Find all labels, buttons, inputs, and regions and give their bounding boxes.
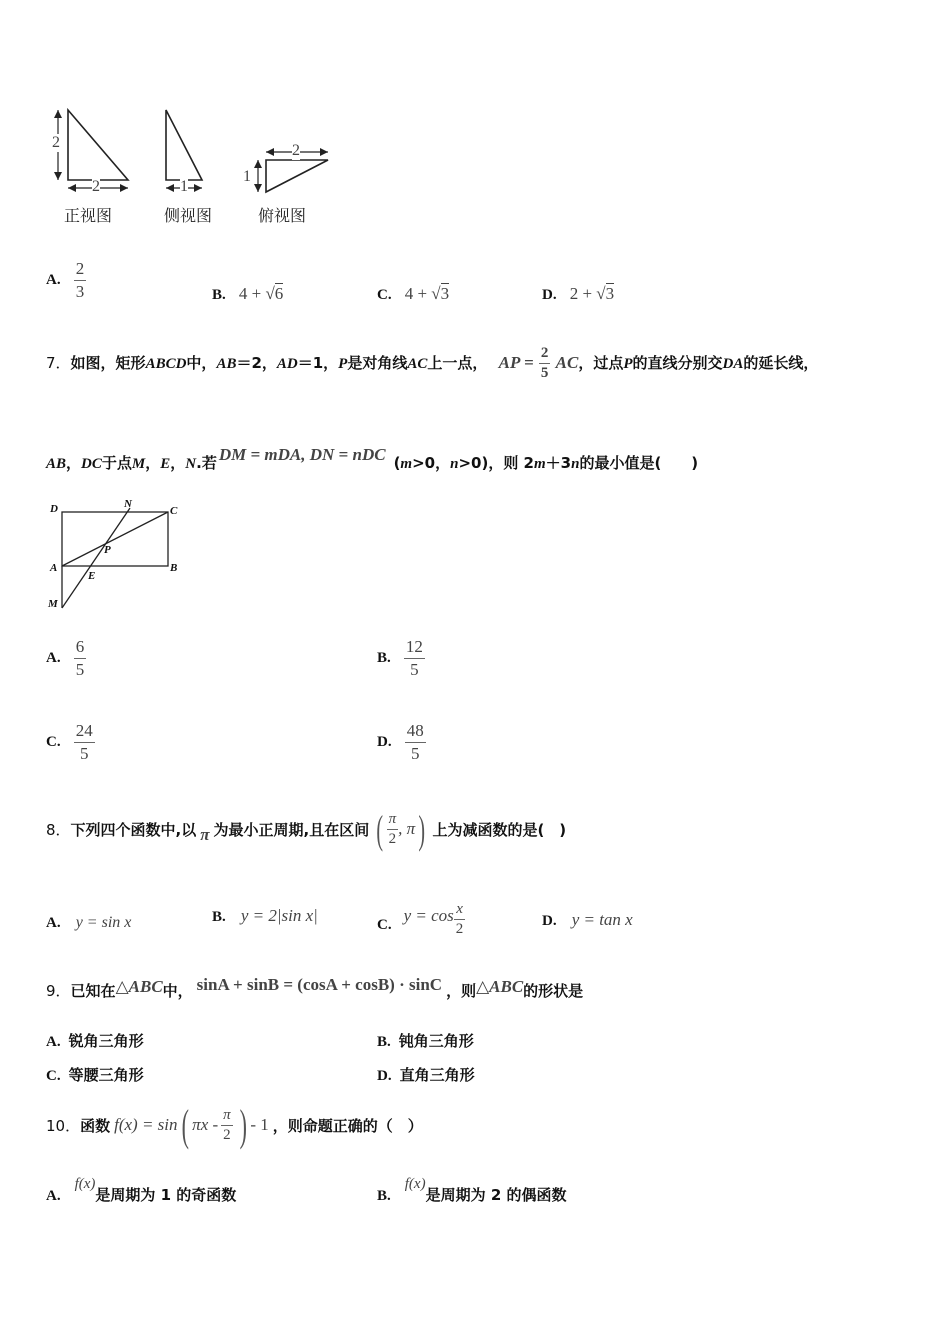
top-height-label: 1 [243,168,251,185]
fraction: $\frac{6}{5}$ [75,637,85,679]
triangle-abc: △ABC [115,977,163,996]
option-label: D. [542,913,557,929]
function-formula: f(x) = sin ( πx - $\frac{\pi}{2}$ ) - 1 [114,1100,269,1150]
rectangle-diagram [44,500,194,614]
text: DA [722,356,744,372]
option-formula: y = sin x [75,914,132,931]
text: 函数 [80,1116,111,1135]
option-label: A. [46,272,61,288]
text: ， [145,454,161,472]
fraction: $\frac{2}{3}$ [75,259,85,301]
q9-option-b[interactable] [377,1030,474,1051]
q8-option-d[interactable] [542,910,633,930]
fraction: $\frac{48}{5}$ [406,721,424,763]
text: AD [276,356,298,372]
text: 是对角线 [347,354,408,372]
text: ，则命题正确的（ ） [272,1116,423,1135]
text: ＝1， [297,354,339,372]
q7-option-d[interactable] [377,720,426,765]
text: 的形状是 [523,982,584,1000]
text: 中， [186,354,217,372]
option-label: B. [212,909,226,925]
q7-option-c[interactable] [46,720,95,765]
option-label: A. [46,915,61,931]
front-height-label: 2 [52,134,60,151]
text: ( [393,454,401,472]
text: 为最小正周期,且在区间 [213,820,370,839]
question-number: 10． [46,1116,81,1135]
option-text: 4 + [238,284,266,303]
text: n [571,456,580,472]
text: n [450,456,459,472]
option-label: C. [46,1068,61,1084]
text: 上一点， [427,354,488,372]
interval-formula: ( $\frac{\pi}{2}$ , π ) [376,806,426,852]
option-label: D. [542,287,557,303]
top-width-label: 2 [292,142,300,159]
q6-option-d[interactable] [542,284,614,304]
text: 已知在 [70,982,116,1000]
q9-option-d[interactable] [377,1064,475,1085]
text: m [533,456,546,472]
option-formula: y = cos [403,905,454,925]
option-text: 2 + [569,284,597,303]
option-label: D. [377,1068,392,1084]
text: >0， [412,454,451,472]
option-formula: y = 2|sin x| [240,906,318,925]
q8-option-a[interactable] [46,912,131,932]
q7-line1 [46,344,818,383]
option-label: D. [377,734,392,750]
text: P [338,356,348,372]
text: AB [216,356,237,372]
ap-formula: AP = $\frac{2}{5}$ AC [498,345,579,381]
text: P [623,356,633,372]
q8-option-c[interactable] [377,892,465,939]
option-formula: y = tan x [571,910,633,929]
option-label: B. [377,1188,391,1204]
q6-option-a[interactable] [46,258,86,303]
side-view-caption: 侧视图 [164,206,213,225]
text: 如图，矩形 [70,354,146,372]
text: ABCD [145,356,187,372]
sqrt-icon: √ [431,284,441,303]
point-a-label: A [50,562,58,574]
top-view-caption: 俯视图 [258,206,307,225]
front-width-label: 2 [92,178,100,195]
fraction: $\frac{x}{2}$ [455,901,464,937]
option-text: 钝角三角形 [398,1032,474,1050]
point-n-label: N [124,498,132,510]
q10-option-b[interactable] [377,1176,567,1205]
q9-option-a[interactable] [46,1030,144,1051]
point-p-label: P [104,544,111,556]
text: >0)，则 2 [458,454,534,472]
option-text: 直角三角形 [399,1066,475,1084]
point-b-label: B [170,562,178,574]
question-number: 7． [46,354,71,372]
text: 于点 [101,454,132,472]
q8-option-b[interactable] [212,906,318,926]
q9-option-c[interactable] [46,1064,144,1085]
q6-option-c[interactable] [377,284,449,304]
option-label: A. [46,650,61,666]
text: AC [407,356,428,372]
text: ，则 [446,982,477,1000]
radicand: 3 [605,284,615,303]
point-e-label: E [88,570,96,582]
q10-stem [46,1100,423,1150]
sqrt-icon: √ [596,284,606,303]
option-text: 锐角三角形 [68,1032,144,1050]
q8-stem [46,806,566,852]
fx-symbol: f(x) [404,1176,426,1192]
q10-option-a[interactable] [46,1176,237,1205]
radicand: 3 [440,284,450,303]
text: ＝2， [236,354,277,372]
option-label: C. [377,917,392,933]
dm-dn-formula: DM = mDA, DN = nDC [218,445,386,464]
sqrt-icon: √ [265,284,275,303]
side-width-label: 1 [180,178,188,195]
three-view-figure [44,100,344,230]
option-label: C. [377,287,392,303]
text: 下列四个函数中,以 [70,820,197,839]
point-c-label: C [170,505,178,517]
text: m [400,456,413,472]
fx-symbol: f(x) [74,1176,96,1192]
trig-equation: sinA + sinB = (cosA + cosB) · sinC [196,975,443,994]
point-d-label: D [50,503,58,515]
text: AB [46,456,67,472]
option-label: B. [212,287,226,303]
option-label: B. [377,1034,391,1050]
q7-figure [44,500,194,614]
option-label: A. [46,1188,61,1204]
q7-option-b[interactable] [377,636,425,681]
text: E [160,456,171,472]
text: 的直线分别交 [632,354,723,372]
option-text: 是周期为 2 的偶函数 [425,1186,567,1204]
question-number: 9． [46,982,71,1000]
option-text: 4 + [404,284,432,303]
text: .若 [196,454,217,472]
point-m-label: M [48,598,58,610]
option-text: 是周期为 1 的奇函数 [95,1186,237,1204]
text: ＋3 [545,454,572,472]
pi-symbol: π [200,825,210,844]
radicand: 6 [274,284,284,303]
q6-option-b[interactable] [212,284,283,304]
text: ， [66,454,82,472]
text: M [131,456,146,472]
q7-option-a[interactable] [46,636,86,681]
text: 的延长线， [743,354,819,372]
fraction: $\frac{24}{5}$ [75,721,93,763]
text: ， [170,454,186,472]
option-text: 等腰三角形 [68,1066,144,1084]
question-number: 8． [46,820,71,839]
option-label: C. [46,734,61,750]
option-label: B. [377,650,391,666]
fraction: $\frac{12}{5}$ [405,637,423,679]
text: 中， [162,982,193,1000]
front-view-caption: 正视图 [64,206,113,225]
option-label: A. [46,1034,61,1050]
q7-line2 [46,445,699,473]
text: 的最小值是( ) [579,454,699,472]
text: ，过点 [578,354,624,372]
text: 上为减函数的是( ) [432,820,567,839]
text: DC [81,456,102,472]
text: N [185,456,197,472]
q9-stem [46,975,584,1001]
triangle-abc: △ABC [476,977,524,996]
